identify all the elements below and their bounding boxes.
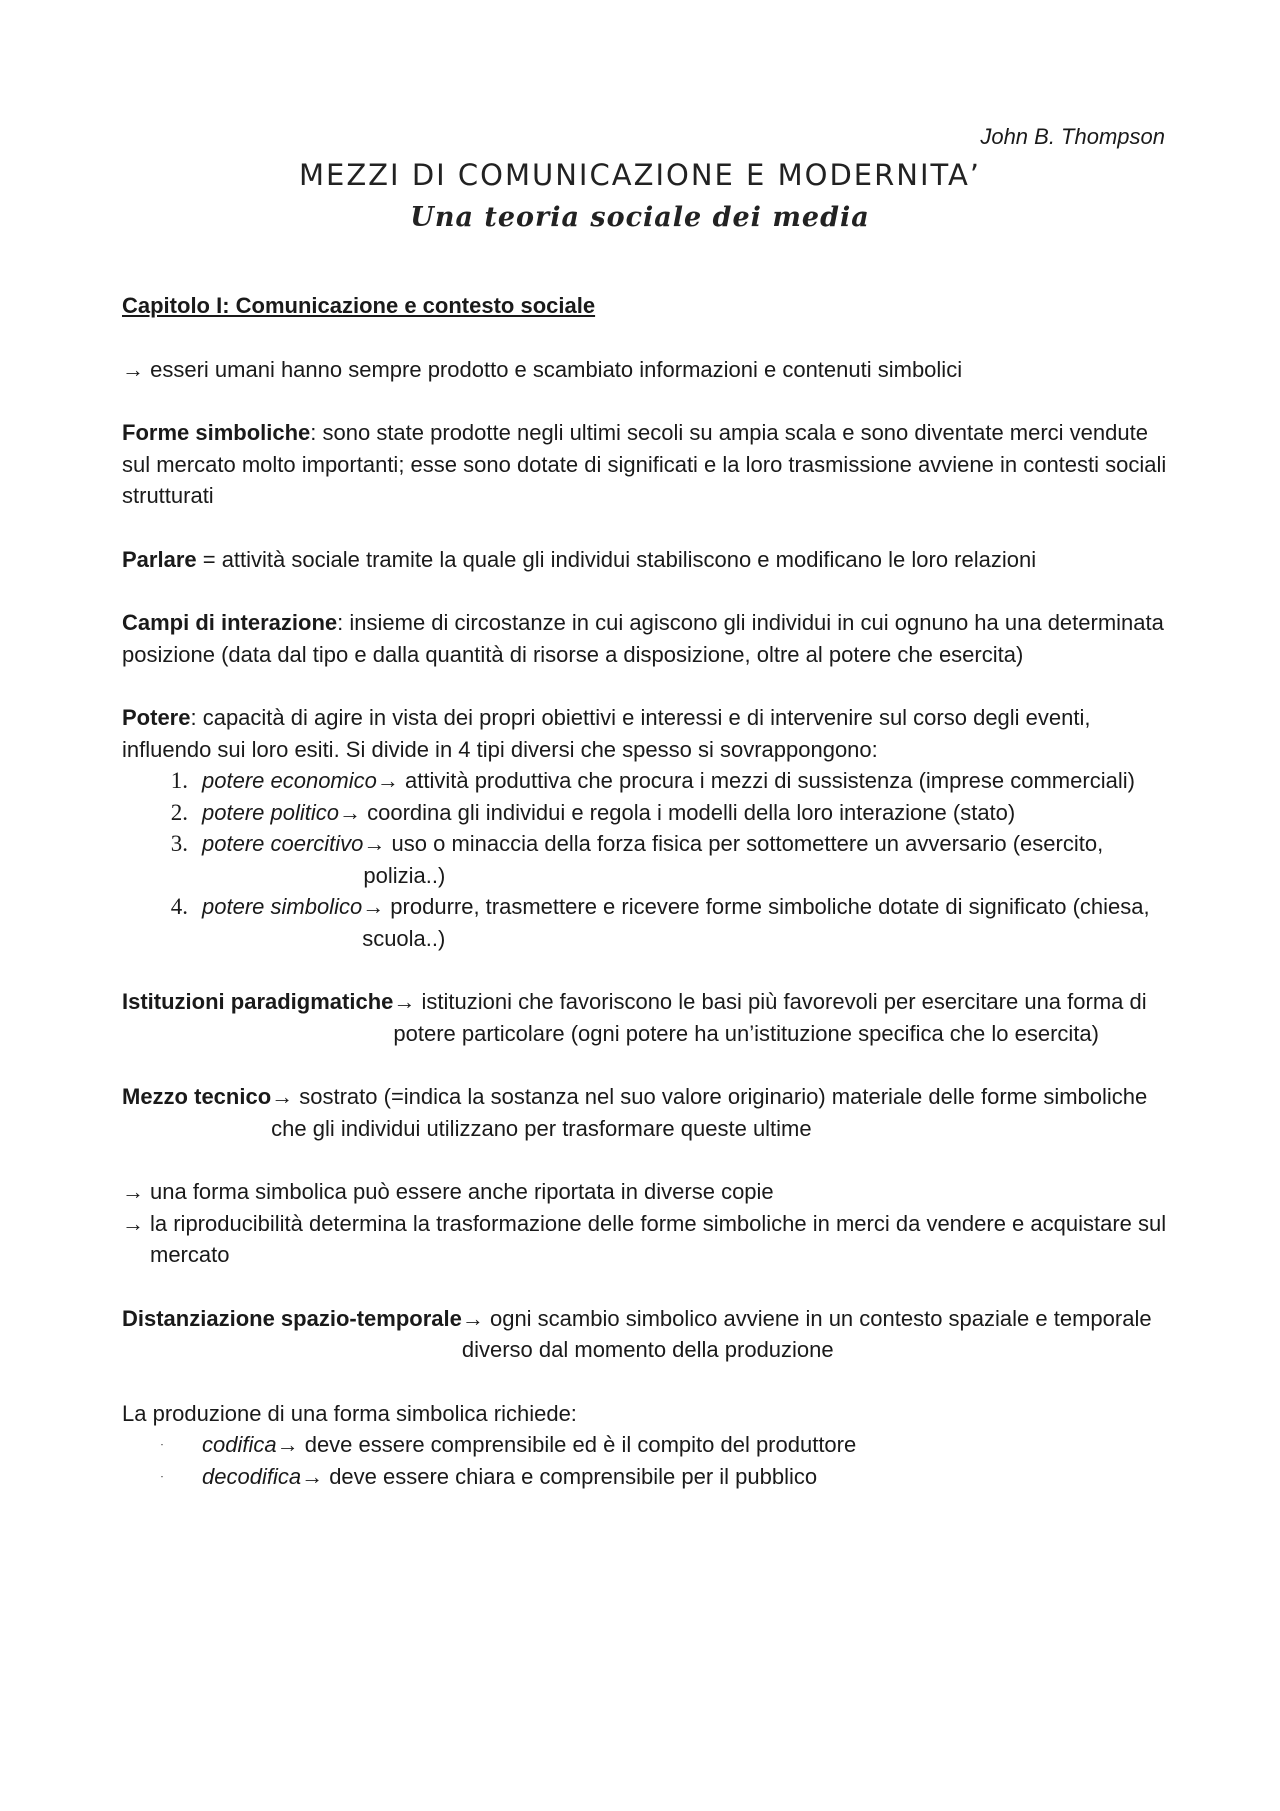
definition-potere <box>122 702 1172 765</box>
term: Forme simboliche <box>122 420 311 445</box>
definition-istituzioni <box>122 986 1172 1049</box>
list-item <box>122 1461 1172 1493</box>
author-name: John B. Thompson <box>980 124 1165 149</box>
definition-text: : capacità di agire in vista dei propri obiettivi e interessi e di intervenire sul corso degli eventi, influendo sui loro esiti. Si divide in 4 tipi diversi che spesso si sovrappongono: <box>122 705 1091 762</box>
document-title: MEZZI DI COMUNICAZIONE E MODERNITA’ <box>298 158 982 192</box>
definition-mezzo <box>122 1081 1172 1144</box>
definition-text: : sono state prodotte negli ultimi secoli su ampia scala e sono diventate merci vendute sul mercato molto importanti; esse sono dotate di significati e la loro trasmissione avviene in contesti sociali strutturati <box>122 420 1167 508</box>
chapter-heading: Capitolo I: Comunicazione e contesto sociale <box>122 293 596 318</box>
item-term: potere economico <box>202 768 377 793</box>
arrow-icon: → <box>122 1179 144 1204</box>
note-text: la riproducibilità determina la trasformazione delle forme simboliche in merci da vendere e acquistare sul mercato <box>150 1210 1167 1267</box>
item-term: potere coercitivo <box>202 831 364 856</box>
list-item <box>122 891 1172 954</box>
document-subtitle: Una teoria sociale dei media <box>410 202 870 233</box>
bullet-icon: - <box>160 1440 164 1449</box>
arrow-icon: → <box>122 1210 144 1236</box>
item-number: 3. <box>170 831 188 856</box>
item-text: → produrre, trasmettere e ricevere forme simboliche dotate di significato (chiesa, scuola..) <box>362 894 1150 951</box>
item-term: decodifica <box>202 1463 302 1489</box>
definition-parlare <box>122 544 1172 576</box>
note-text: una forma simbolica può essere anche riportata in diverse copie <box>150 1179 774 1204</box>
definition-text: → istituzioni che favoriscono le basi più favorevoli per esercitare una forma di potere particolare (ogni potere ha un’istituzione specifica che lo esercita) <box>393 989 1147 1046</box>
definition-text: → sostrato (=indica la sostanza nel suo valore originario) materiale delle forme simboliche che gli individui utilizzano per trasformare queste ultime <box>271 1084 1148 1141</box>
item-number: 2. <box>170 799 188 825</box>
list-item <box>122 797 1172 829</box>
definition-campi <box>122 607 1172 670</box>
item-text: → attività produttiva che procura i mezzi di sussistenza (imprese commerciali) <box>376 768 1135 793</box>
item-text: → deve essere chiara e comprensibile per il pubblico <box>301 1463 818 1489</box>
term: Mezzo tecnico <box>122 1084 272 1109</box>
document-body <box>122 290 1172 1492</box>
definition-forme-simboliche <box>122 417 1172 512</box>
list-item <box>122 1429 1172 1461</box>
item-number: 4. <box>170 894 188 919</box>
intro-line: → esseri umani hanno sempre prodotto e scambiato informazioni e contenuti simbolici <box>122 356 963 382</box>
term: Istituzioni paradigmatiche <box>122 989 394 1014</box>
list-item <box>122 828 1172 891</box>
item-text: → deve essere comprensibile ed è il compito del produttore <box>276 1432 857 1457</box>
definition-text: → ogni scambio simbolico avviene in un contesto spaziale e temporale diverso dal momento della produzione <box>461 1305 1152 1362</box>
item-term: potere simbolico <box>202 894 363 919</box>
item-text: → coordina gli individui e regola i modelli della loro interazione (stato) <box>338 799 1016 825</box>
term: Parlare <box>122 546 197 572</box>
item-term: potere politico <box>202 799 339 825</box>
definition-distanziazione <box>122 1303 1172 1366</box>
bullet-icon: - <box>160 1471 164 1481</box>
term: Campi di interazione <box>122 610 338 635</box>
production-lead: La produzione di una forma simbolica richiede: <box>122 1400 577 1426</box>
power-types-list <box>122 765 1172 954</box>
definition-text: : insieme di circostanze in cui agiscono gli individui in cui ognuno ha una determinata posizione (data dal tipo e dalla quantità di risorse a disposizione, oltre al potere che esercita) <box>122 610 1164 667</box>
item-text: → uso o minaccia della forza fisica per sottomettere un avversario (esercito, polizia..) <box>363 831 1104 888</box>
production-list <box>122 1429 1172 1492</box>
term: Potere <box>122 705 191 730</box>
definition-text: = attività sociale tramite la quale gli individui stabiliscono e modificano le loro relazioni <box>196 546 1037 572</box>
notes-block <box>122 1176 1172 1271</box>
production-block <box>122 1398 1172 1493</box>
note-line <box>122 1176 1172 1208</box>
item-number: 1. <box>170 768 188 793</box>
list-item <box>122 765 1172 797</box>
item-term: codifica <box>202 1432 277 1457</box>
note-line <box>122 1208 1172 1271</box>
term: Distanziazione spazio-temporale <box>122 1305 462 1331</box>
